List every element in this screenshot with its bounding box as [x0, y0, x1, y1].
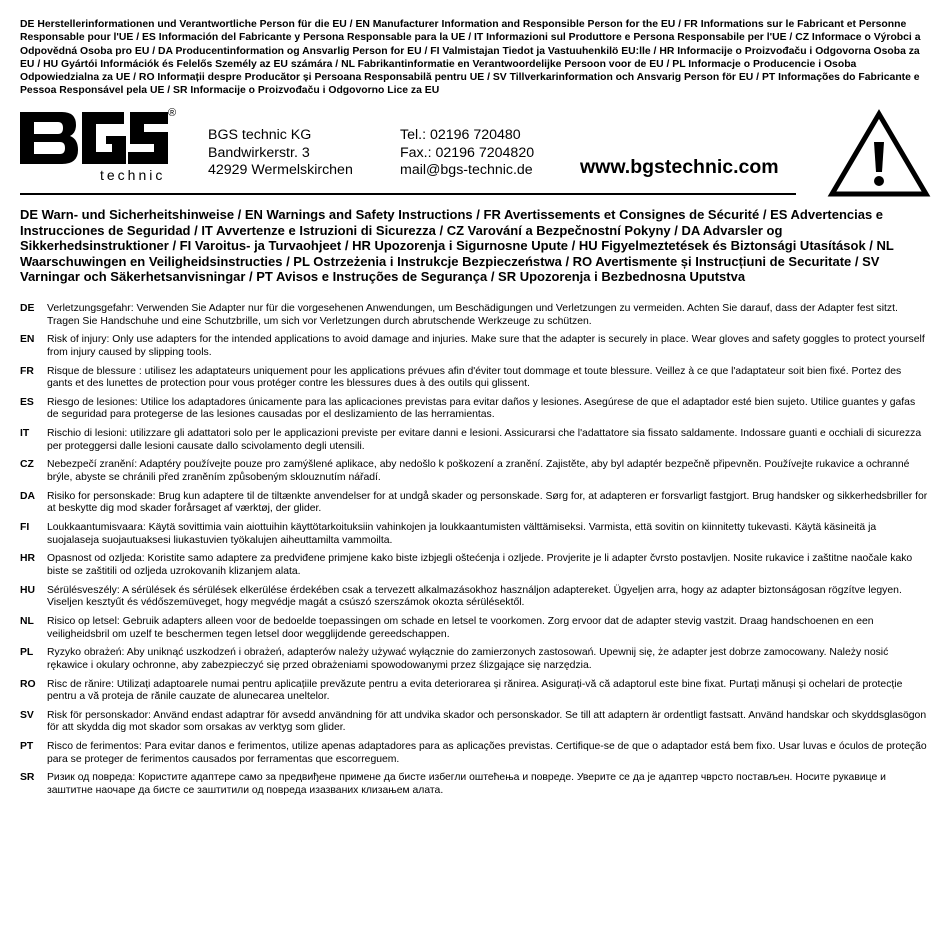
manufacturer-info-heading: DE Herstellerinformationen und Verantwortliche Person für die EU / EN Manufacturer Information and Responsible Person for the EU / FR Informations sur le Fabricant et Personne Responsable pour l'UE / ES Información del Fabricante y Persona Responsable para la UE / IT Informazioni sul Produttore e Persona Responsabile per l'UE / CZ Informace o Výrobci a Odpovědná Osoba pro EU / DA Producentinformation og Ansvarlig Person for EU / FI Valmistajan Tiedot ja Vastuuhenkilö EU:lle / HR Informacije o Proizvođaču i Odgovorna Osoba za EU / HU Gyártói Információk és Felelős Személy az EU számára / NL Fabrikantinformatie en Verantwoordelijke Persoon voor de EU / PL Informacje o Producencie i Osoba Odpowiedzialna za UE / RO Informații despre Producător și Persoana Responsabilă pentru UE / SV Tillverkarinformation och Ansvarig Person för EU / PT Informações do Fabricante e Pessoa Responsável pela UE / SR Informacije o Proizvođaču i Odgovorno Lice za EU	[20, 19, 921, 97]
warning-row	[20, 553, 928, 584]
warning-row	[20, 741, 928, 772]
company-city: 42929 Wermelskirchen	[208, 162, 353, 178]
language-code: PL	[20, 647, 34, 659]
warning-text: Risc de rănire: Utilizați adaptoarele numai pentru aplicațiile prevăzute pentru a evita deteriorarea și rănirea. Asigurați-vă că adaptorul este bine fixat. Purtați mănuși și ochelari de protecție pentru a vă proteja de rănile cauzate de alunecarea uneltelor.	[47, 678, 903, 703]
registered-mark: ®	[168, 107, 177, 119]
warnings-list	[20, 303, 928, 804]
header-divider	[20, 193, 796, 195]
warning-text: Risco de ferimentos: Para evitar danos e ferimentos, utilize apenas adaptadores para as aplicações previstas. Certifique-se de que o adaptador está bem fixo. Usar luvas e óculos de proteção para se proteger de ferimentos causados por ferramentas que escorreguem.	[47, 741, 927, 765]
warning-text: Ризик од повреда: Користите адаптере само за предвиђене примене да бисте избегли оштећења и повреде. Уверите се да је адаптер чврсто постављен. Носите рукавице и заштитне наочаре да бисте се заштитили од повреда изазваних клизањем алата.	[47, 772, 886, 797]
warning-row	[20, 491, 928, 522]
company-contact	[400, 127, 534, 180]
warnings-heading: DE Warn- und Sicherheitshinweise / EN Warnings and Safety Instructions / FR Avertissements et Consignes de Sécurité / ES Advertencias e Instrucciones de Seguridad / IT Avvertenze e Istruzioni di Sicurezza / CZ Varování a Bezpečnostní Pokyny / DA Advarsler og Sikkerhedsinstruktioner / FI Varoitus- ja Turvaohjeet / HR Upozorenja i Sigurnosne Upute / HU Figyelmeztetések és Biztonsági Utasítások / NL Waarschuwingen en Veiligheidsinstructies / PL Ostrzeżenia i Instrukcje Bezpieczeństwa / RO Avertismente și Instrucțiuni de Securitate / SV Varningar och Säkerhetsanvisningar / PT Avisos e Instruções de Segurança / SR Upozorenja i Bezbednosna Uputstva	[20, 207, 894, 284]
warning-row	[20, 647, 928, 678]
language-code: NL	[20, 615, 34, 627]
warning-text: Risiko for personskade: Brug kun adaptere til de tiltænkte anvendelser for at undgå skader og personskade. Sørg for, at adapteren er forsvarligt fastgjort. Brug handsker og sikkerhedsbriller for at beskytte dig mod skader forårsaget af værktøj, der glider.	[47, 490, 928, 515]
language-code: RO	[20, 678, 36, 690]
language-code: ES	[20, 396, 34, 408]
warning-row	[20, 459, 928, 490]
warning-row	[20, 366, 928, 397]
warning-text: Verletzungsgefahr: Verwenden Sie Adapter nur für die vorgesehenen Anwendungen, um Beschädigungen und Verletzungen zu vermeiden. Achten Sie darauf, dass der Adapter fest sitzt. Tragen Sie Handschuhe und eine Schutzbrille, um sich vor Verletzungen durch abrutschende Werkzeuge zu schützen.	[47, 303, 898, 327]
language-code: FI	[20, 522, 30, 534]
warning-row	[20, 522, 928, 553]
language-code: FR	[20, 365, 34, 377]
language-code: EN	[20, 334, 35, 346]
logo-subtitle: technic	[100, 167, 166, 183]
warning-text: Riesgo de lesiones: Utilice los adaptadores únicamente para las aplicaciones previstas para evitar daños y lesiones. Asegúrese de que el adaptador esté bien sujeto. Utilice guantes y gafas de seguridad para protegerse de las lesiones causadas por el deslizamiento de las herramientas.	[47, 396, 916, 421]
company-street: Bandwirkerstr. 3	[208, 144, 310, 161]
warning-row	[20, 616, 928, 647]
warning-text: Loukkaantumisvaara: Käytä sovittimia vain aiottuihin käyttötarkoituksiin vahinkojen ja loukkaantumisten välttämiseksi. Varmista, että sovitin on kiinnitetty tukevasti. Käytä käsineitä ja suojalaseja suojautuaksesi liukastuvien työkalujen aiheuttamilta vammoilta.	[47, 522, 877, 546]
language-code: IT	[20, 428, 30, 440]
warning-text: Rischio di lesioni: utilizzare gli adattatori solo per le applicazioni previste per evitare danni e lesioni. Assicurarsi che l'adattatore sia fissato saldamente. Indossare guanti e occhiali di sicurezza per proteggersi dalle lesioni causate dallo scivolamento degli utensili.	[47, 428, 922, 452]
company-name: BGS technic KG	[208, 127, 312, 143]
company-fax: Fax.: 02196 7204820	[400, 144, 535, 161]
warning-text: Opasnost od ozljeda: Koristite samo adaptere za predviđene primjene kako biste izbjegli oštećenja i ozljede. Provjerite je li adapter čvrsto postavljen. Nosite rukavice i zaštitne naočale kako biste se zaštitili od ozljeda uzrokovanih klizanjem alata.	[47, 553, 913, 577]
language-code: HR	[20, 553, 36, 565]
warning-triangle-icon	[828, 110, 930, 198]
warning-text: Risk of injury: Only use adapters for the intended applications to avoid damage and injuries. Make sure that the adapter is securely in place. Wear gloves and safety goggles to protect yourself from injury caused by slipping tools.	[47, 334, 925, 358]
warning-text: Sérülésveszély: A sérülések és sérülések elkerülése érdekében csak a tervezett alkalmazásokhoz használjon adaptereket. Ügyeljen arra, hogy az adapter biztonságosan rögzítve legyen. Viseljen kesztyűt és védőszemüveget, hogy megvédje magát a csúszó szerszámok okozta sérülésektől.	[47, 584, 902, 609]
language-code: HU	[20, 584, 36, 596]
language-code: SR	[20, 772, 35, 784]
company-address	[208, 127, 353, 180]
company-email: mail@bgs-technic.de	[400, 162, 533, 178]
warning-text: Nebezpečí zranění: Adaptéry používejte pouze pro zamýšlené aplikace, aby nedošlo k poškození a zranění. Zajistěte, aby byl adaptér bezpečně připevněn. Používejte rukavice a ochranné brýle, abyste se chránili před zraněním způsobeným sklouznutím nářadí.	[47, 459, 910, 484]
warning-text: Risico op letsel: Gebruik adapters alleen voor de bedoelde toepassingen om schade en letsel te voorkomen. Zorg ervoor dat de adapter stevig vastzit. Draag handschoenen en een veiligheidsbril om uzelf te beschermen tegen letsel door wegglijdende gereedschappen.	[47, 615, 874, 640]
warning-row	[20, 679, 928, 710]
warning-row	[20, 772, 928, 803]
warning-row	[20, 303, 928, 334]
warning-text: Ryzyko obrażeń: Aby uniknąć uszkodzeń i obrażeń, adapterów należy używać wyłącznie do zamierzonych zastosowań. Upewnij się, że adapter jest dobrze zamocowany. Należy nosić rękawice i okulary ochronne, aby zabezpieczyć się przed obrażeniami spowodowanymi przez ślizgające się narzędzia.	[47, 647, 889, 671]
bgs-technic-logo	[18, 107, 177, 184]
company-phone: Tel.: 02196 720480	[400, 127, 521, 143]
language-code: PT	[20, 741, 34, 753]
warning-row	[20, 585, 928, 616]
warning-row	[20, 397, 928, 428]
language-code: CZ	[20, 459, 34, 471]
warning-row	[20, 334, 928, 365]
warning-row	[20, 428, 928, 459]
language-code: DE	[20, 303, 35, 314]
language-code: SV	[20, 709, 34, 721]
warning-row	[20, 710, 928, 741]
warning-text: Risk för personskador: Använd endast adaptrar för avsedd användning för att undvika skador och personskador. Se till att adaptern är ordentligt fastsatt. Använd handskar och skyddsglasögon för att skydda dig mot skador som orsakas av verktyg som glider.	[47, 709, 927, 734]
company-website: www.bgstechnic.com	[580, 156, 779, 178]
warning-text: Risque de blessure : utilisez les adaptateurs uniquement pour les applications prévues afin d'éviter tout dommage et toute blessure. Veillez à ce que l'adaptateur soit bien fixé. Portez des gants et des lunettes de protection pour vous protéger contre les blessures dues à des outils qui glissent.	[47, 365, 902, 390]
language-code: DA	[20, 490, 36, 502]
